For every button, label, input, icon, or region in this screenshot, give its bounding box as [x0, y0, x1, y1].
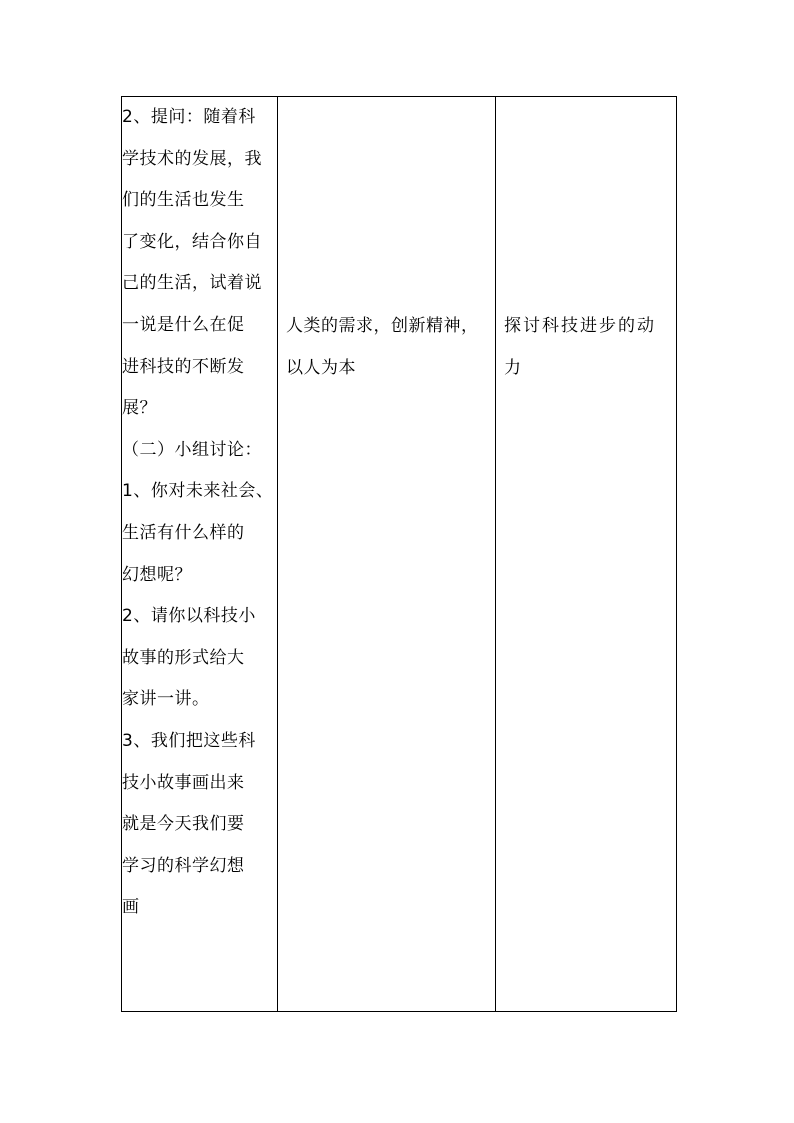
teacher-activity-text — [122, 97, 277, 929]
text-line: 3、我们把这些科 — [122, 730, 256, 751]
text-line: 生活有什么样的 — [122, 522, 245, 543]
text-line: 技小故事画出来 — [122, 772, 245, 793]
text-line: 己的生活，试着说 — [122, 273, 262, 294]
text-line: 展？ — [122, 398, 157, 419]
text-line: 家讲一讲。 — [122, 689, 210, 710]
text-line: 进科技的不断发 — [122, 356, 245, 377]
text-line: 了变化，结合你自 — [122, 231, 262, 252]
text-line: 人类的需求，创新精神， — [286, 316, 479, 336]
text-line: 力 — [504, 357, 523, 378]
text-line: 就是今天我们要 — [122, 814, 245, 835]
text-line: 以人为本 — [286, 357, 356, 378]
text-line: 2、请你以科技小 — [122, 606, 256, 627]
text-line: 探讨科技进步的动 — [504, 316, 656, 336]
text-line: 学习的科学幻想 — [122, 855, 245, 876]
student-activity-cell — [278, 97, 496, 1012]
teacher-activity-cell — [122, 97, 278, 1012]
text-line: （二）小组讨论： — [122, 439, 262, 460]
student-activity-text — [286, 306, 479, 389]
design-intent-cell — [496, 97, 677, 1012]
text-line: 画 — [122, 897, 140, 918]
text-line: 故事的形式给大 — [122, 647, 245, 668]
text-line: 们的生活也发生 — [122, 190, 245, 211]
text-line: 幻想呢？ — [122, 564, 192, 585]
text-line: 一说是什么在促 — [122, 314, 245, 335]
text-line: 学技术的发展，我 — [122, 148, 262, 169]
text-line: 1、你对未来社会、 — [122, 481, 274, 502]
table-row — [122, 97, 677, 1012]
lesson-table — [121, 96, 677, 1012]
text-line: 2、提问：随着科 — [122, 107, 256, 127]
design-intent-text — [504, 306, 656, 389]
